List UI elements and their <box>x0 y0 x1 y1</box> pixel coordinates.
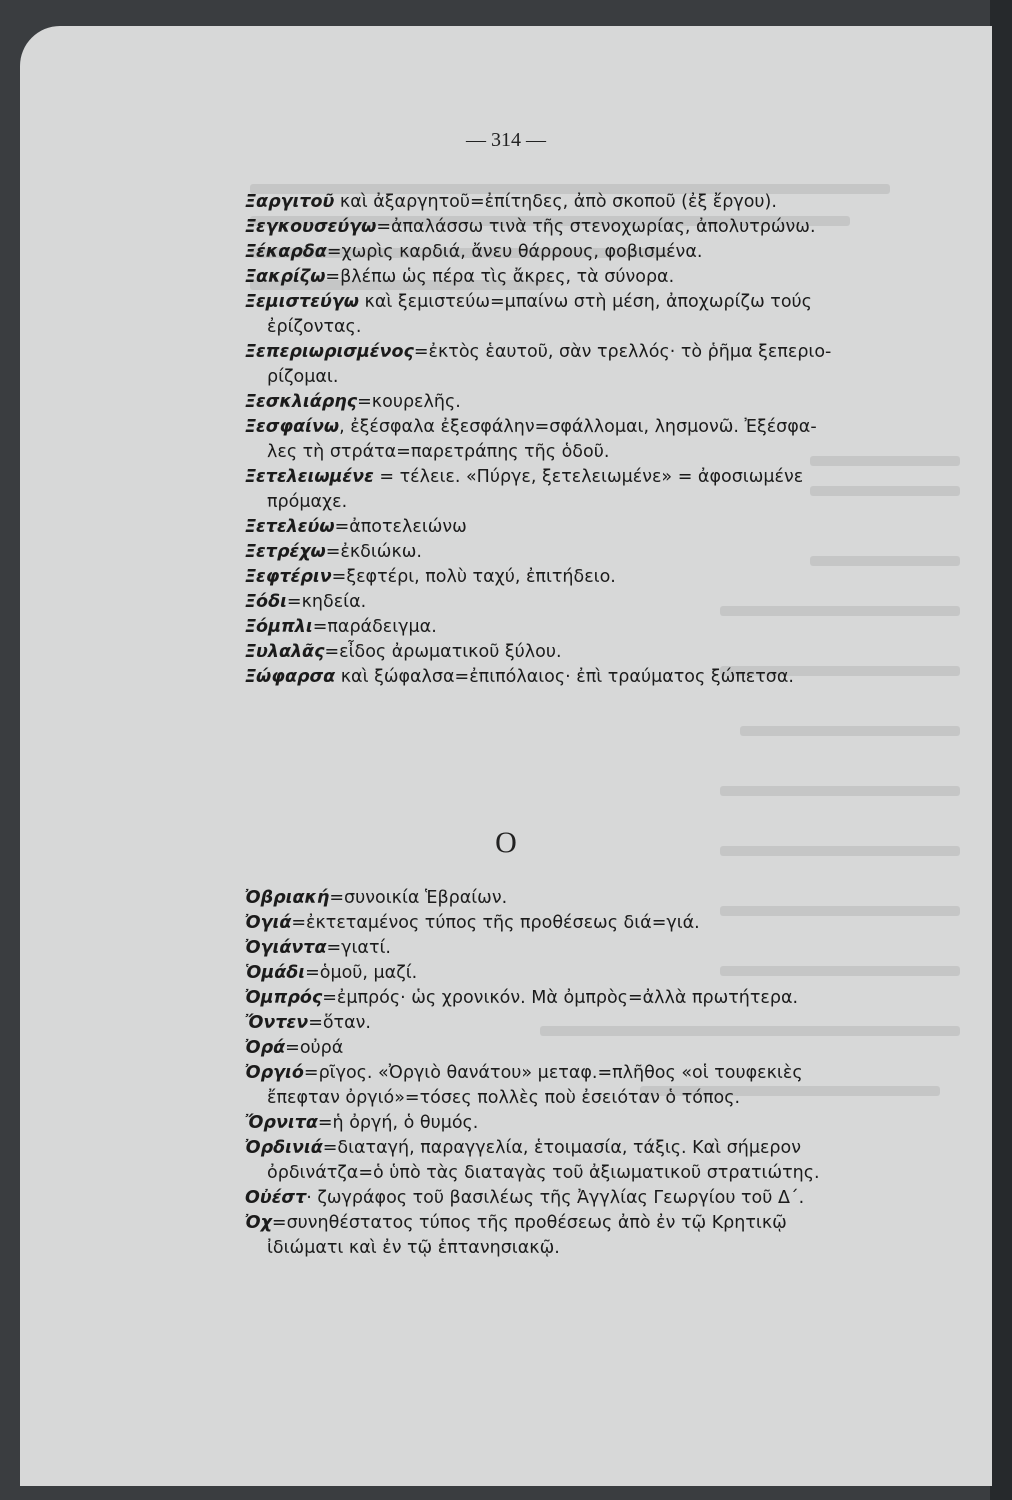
headword: Ξόδι <box>245 592 287 612</box>
definition: =ἀποτελειώνω <box>334 517 467 537</box>
dictionary-entry <box>245 390 945 415</box>
headword: Ὀργιό <box>245 1063 304 1083</box>
definition: =ξεφτέρι, πολὺ ταχύ, ἐπιτήδειο. <box>331 567 616 587</box>
dictionary-entry <box>245 240 945 265</box>
headword: Ξεσκλιάρης <box>245 392 358 412</box>
dictionary-entry <box>245 565 945 590</box>
headword: Ὀβριακή <box>245 888 330 908</box>
definition: καὶ ξώφαλσα=ἐπιπόλαιος· ἐπὶ τραύματος ξώπετσα. <box>335 667 794 687</box>
definition: =παράδειγμα. <box>312 617 437 637</box>
headword: Ξεσφαίνω <box>245 417 340 437</box>
dictionary-entry <box>245 415 945 465</box>
dictionary-entry <box>245 886 945 911</box>
definition: = τέλειε. «Πύργε, ξετελειωμένε» = ἀφοσιωμένε <box>373 467 804 487</box>
definition: =χωρὶς καρδιά, ἄνευ θάρρους, φοβισμένα. <box>326 242 703 262</box>
definition: =ἡ ὀργή, ὁ θυμός. <box>317 1113 479 1133</box>
headword: Ὁμάδι <box>245 963 306 983</box>
definition: καὶ ἀξαργητοῦ=ἐπίτηδες, ἀπὸ σκοποῦ (ἐξ ἔργου). <box>334 192 777 212</box>
section-x-entries <box>245 190 945 690</box>
dictionary-entry <box>245 465 945 515</box>
definition: =συνοικία Ἑβραίων. <box>329 888 508 908</box>
definition: καὶ ξεμιστεύω=μπαίνω στὴ μέση, ἀποχωρίζω τούς <box>358 292 812 312</box>
definition: =ἐκτὸς ἑαυτοῦ, σὰν τρελλός· τὸ ῥῆμα ξεπεριο- <box>413 342 832 362</box>
definition: =ὁμοῦ, μαζί. <box>305 963 418 983</box>
dictionary-entry <box>245 640 945 665</box>
definition-continuation: ἔπεφταν ὀργιό»=τόσες πολλὲς ποὺ ἐσειόταν ὁ τόπος. <box>267 1088 741 1108</box>
dictionary-entry <box>245 590 945 615</box>
definition: =κηδεία. <box>286 592 367 612</box>
section-o-entries <box>245 886 945 1261</box>
headword: Ὀγιάντα <box>245 938 327 958</box>
definition-continuation: λες τὴ στράτα=παρετράπης τῆς ὁδοῦ. <box>267 442 610 462</box>
headword: Ξόμπλι <box>245 617 313 637</box>
definition: =βλέπω ὡς πέρα τὶς ἄκρες, τὰ σύνορα. <box>325 267 675 287</box>
definition: =ἐκδιώκω. <box>325 542 422 562</box>
dictionary-entry <box>245 1111 945 1136</box>
definition: =ρῖγος. «Ὀργιὸ θανάτου» μεταφ.=πλῆθος «οἱ τουφεκιὲς <box>303 1063 803 1083</box>
definition: =ἀπαλάσσω τινὰ τῆς στενοχωρίας, ἀπολυτρώνω. <box>376 217 816 237</box>
headword: Ὄρνιτα <box>245 1113 318 1133</box>
dictionary-entry <box>245 1036 945 1061</box>
dictionary-entry <box>245 911 945 936</box>
dictionary-entry <box>245 1061 945 1111</box>
headword: Ὀγιά <box>245 913 292 933</box>
dictionary-entry <box>245 1211 945 1261</box>
definition: =γιατί. <box>326 938 391 958</box>
scanner-backdrop <box>990 0 1012 1500</box>
headword: Ξακρίζω <box>245 267 326 287</box>
page-number: — 314 — <box>466 129 546 151</box>
dictionary-entry <box>245 515 945 540</box>
definition-continuation: ἐρίζοντας. <box>267 317 362 337</box>
definition: =διαταγή, παραγγελία, ἑτοιμασία, τάξις. Καὶ σήμερον <box>322 1138 802 1158</box>
definition: =οὐρά <box>285 1038 344 1058</box>
dictionary-entry <box>245 936 945 961</box>
section-letter: Ο <box>495 826 517 859</box>
definition: =ἐμπρός· ὡς χρονικόν. Μὰ ὀμπρὸς=ἀλλὰ πρωτήτερα. <box>322 988 799 1008</box>
definition: =κουρελῆς. <box>357 392 461 412</box>
headword: Ὀρδινιά <box>245 1138 323 1158</box>
definition: · ζωγράφος τοῦ βασιλέως τῆς Ἀγγλίας Γεωργίου τοῦ Δ΄. <box>306 1188 805 1208</box>
headword: Ξεγκουσεύγω <box>245 217 377 237</box>
definition-continuation: ὀρδινάτζα=ὁ ὑπὸ τὰς διαταγὰς τοῦ ἀξιωματικοῦ στρατιώτης. <box>267 1163 820 1183</box>
dictionary-entry <box>245 190 945 215</box>
dictionary-entry <box>245 615 945 640</box>
definition-continuation: ἰδιώματι καὶ ἐν τῷ ἑπτανησιακῷ. <box>267 1238 560 1258</box>
headword: Ξετελειωμένε <box>245 467 374 487</box>
definition: , ἐξέσφαλα ἐξεσφάλην=σφάλλομαι, λησμονῶ. Ἐξέσφα- <box>339 417 817 437</box>
dictionary-entry <box>245 540 945 565</box>
dictionary-entry <box>245 1186 945 1211</box>
dictionary-entry <box>245 1011 945 1036</box>
dictionary-entry <box>245 961 945 986</box>
headword: Ὀρά <box>245 1038 286 1058</box>
headword: Ξώφαρσα <box>245 667 336 687</box>
dictionary-entry <box>245 290 945 340</box>
dictionary-entry <box>245 340 945 390</box>
dictionary-entry <box>245 215 945 240</box>
headword: Ξέκαρδα <box>245 242 327 262</box>
definition: =ὅταν. <box>308 1013 371 1033</box>
headword: Ξετελεύω <box>245 517 335 537</box>
headword: Ὀχ <box>245 1213 272 1233</box>
definition: =εἶδος ἀρωματικοῦ ξύλου. <box>324 642 562 662</box>
headword: Ξετρέχω <box>245 542 326 562</box>
headword: Ξαργιτοῦ <box>245 192 335 212</box>
definition: =συνηθέστατος τύπος τῆς προθέσεως ἀπὸ ἐν τῷ Κρητικῷ <box>271 1213 787 1233</box>
headword: Ξεμιστεύγω <box>245 292 359 312</box>
definition: =ἐκτεταμένος τύπος τῆς προθέσεως διά=γιά. <box>291 913 700 933</box>
headword: Ξεπεριωρισμένος <box>245 342 414 362</box>
dictionary-entry <box>245 1136 945 1186</box>
headword: Ὄντεν <box>245 1013 309 1033</box>
dictionary-entry <box>245 265 945 290</box>
book-page <box>20 26 992 1486</box>
headword: Ξεφτέριν <box>245 567 332 587</box>
definition-continuation: ρίζομαι. <box>267 367 339 387</box>
headword: Οὐέστ <box>245 1188 307 1208</box>
dictionary-entry <box>245 986 945 1011</box>
definition-continuation: πρόμαχε. <box>267 492 348 512</box>
headword: Ὀμπρός <box>245 988 323 1008</box>
headword: Ξυλαλᾶς <box>245 642 325 662</box>
dictionary-entry <box>245 665 945 690</box>
